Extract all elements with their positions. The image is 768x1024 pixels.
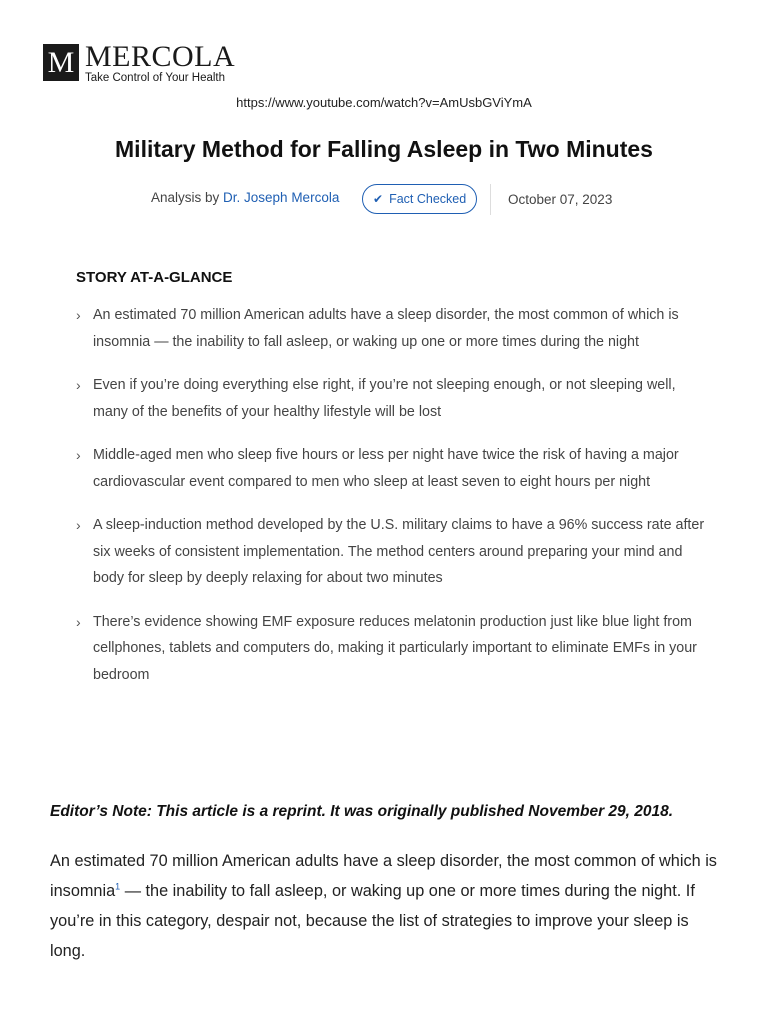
body-paragraph (50, 846, 722, 966)
chevron-right-icon: › (76, 377, 81, 393)
list-item-text: Even if you’re doing everything else right, if you’re not sleeping enough, or not sleeping well, many of the benefits of your healthy lifestyle will be lost (93, 377, 676, 420)
list-item (76, 442, 706, 495)
logo-text (85, 40, 236, 84)
analysis-prefix: Analysis by (151, 190, 224, 205)
story-at-a-glance-heading: STORY AT-A-GLANCE (76, 269, 233, 286)
chevron-right-icon: › (76, 613, 81, 630)
analysis-byline (151, 190, 339, 205)
article-title: Military Method for Falling Asleep in Two Minutes (115, 136, 653, 162)
author-link[interactable]: Dr. Joseph Mercola (223, 190, 340, 205)
list-item (76, 512, 706, 592)
editors-note: Editor’s Note: This article is a reprint. It was originally published November 29, 2018. (50, 803, 674, 820)
story-at-a-glance-list (76, 302, 706, 705)
mercola-logo[interactable] (43, 40, 236, 84)
list-item (76, 609, 706, 689)
logo-mark: M (43, 44, 79, 81)
logo-name: MERCOLA (85, 40, 236, 73)
source-url[interactable]: https://www.youtube.com/watch?v=AmUsbGViYmA (236, 95, 532, 110)
fact-checked-label: Fact Checked (389, 192, 467, 206)
chevron-right-icon: › (76, 517, 81, 533)
footnote-link[interactable]: 1 (115, 881, 121, 892)
chevron-right-icon: › (76, 447, 81, 463)
fact-checked-badge[interactable] (362, 184, 477, 214)
publish-date: October 07, 2023 (508, 192, 613, 207)
chevron-right-icon: › (76, 307, 81, 323)
check-icon: ✔ (373, 192, 384, 206)
list-item-text: Middle-aged men who sleep five hours or less per night have twice the risk of having a major cardiovascular event compared to men who sleep at least seven to eight hours per night (93, 447, 679, 490)
logo-tagline: Take Control of Your Health (85, 72, 226, 84)
list-item (76, 302, 706, 355)
list-item-text: A sleep-induction method developed by the U.S. military claims to have a 96% success rate after six weeks of consistent implementation. The method centers around preparing your mind and body for sleep by deeply relaxing for about two minutes (93, 517, 705, 586)
list-item (76, 372, 706, 425)
body-text-part1: An estimated 70 million American adults have a sleep disorder, the most common of which is insomnia (50, 852, 717, 900)
list-item-text: An estimated 70 million American adults have a sleep disorder, the most common of which is insomnia — the inability to fall asleep, or waking up one or more times during the night (93, 307, 679, 350)
body-text-part2: — the inability to fall asleep, or waking up one or more times during the night. If you’re in this category, despair not, because the list of strategies to improve your sleep is long. (50, 882, 695, 960)
article-meta (0, 184, 768, 216)
list-item-text: There’s evidence showing EMF exposure reduces melatonin production just like blue light from cellphones, tablets and computers do, making it particularly important to eliminate EMFs in your bedroom (93, 613, 697, 683)
meta-divider (490, 184, 491, 215)
